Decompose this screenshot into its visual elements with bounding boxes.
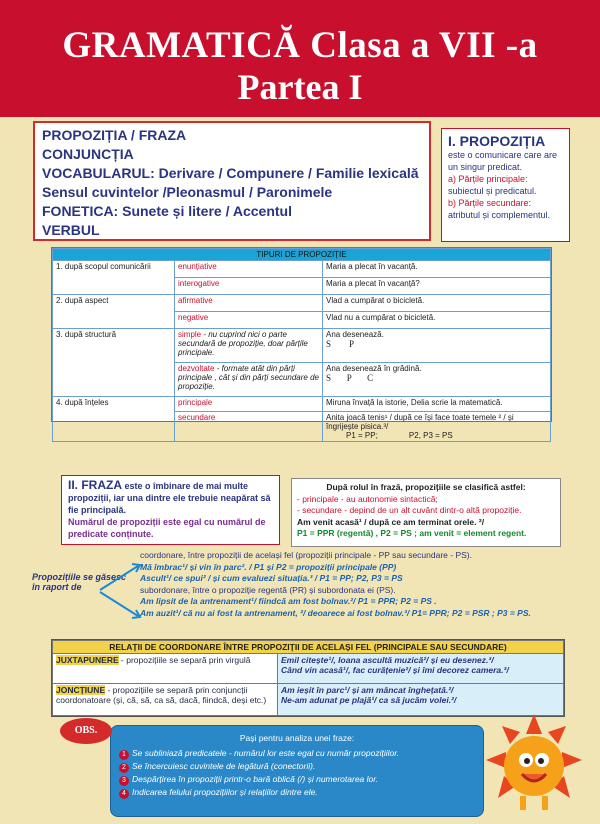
type-cell: enunțiative: [175, 261, 323, 278]
junction-examples: [278, 684, 564, 716]
step-text: Se încercuiesc cuvintele de legătură (conectorii).: [132, 761, 316, 771]
step-item: [119, 773, 475, 786]
step-number: 4: [119, 789, 129, 799]
juxtaposition-cell: [53, 654, 278, 684]
type-cell: interogative: [175, 278, 323, 295]
example-cell: [323, 412, 551, 442]
page-subtitle: Partea I: [237, 67, 363, 107]
juxtaposition-examples: [278, 654, 564, 684]
role-principal: - principale - au autonomie sintactică;: [297, 493, 438, 504]
topic-item: Sensul cuvintelor /Pleonasmul / Paronimele: [42, 184, 333, 200]
type-name: dezvoltate: [178, 364, 215, 373]
definition-text: este o comunicare care are un singur predicat.: [448, 150, 558, 172]
type-desc: - formate atât din părți principale , cât și din părți secundare de propoziție.: [178, 364, 319, 391]
subordination-def: subordonare, între o propoziție regentă (PR) și subordonata ei (PS).: [140, 584, 396, 595]
example-line: Am ieșit în parc¹/ și am mâncat înghețată.²/: [281, 685, 454, 695]
example-cell: [323, 363, 551, 397]
topics-box: [33, 121, 431, 241]
step-number: 1: [119, 750, 129, 760]
topic-item: VOCABULARUL: Derivare / Compunere / Familie lexicală: [42, 165, 419, 181]
example-text: Ana desenează.: [326, 330, 384, 339]
example-cell: [323, 329, 551, 363]
page-title: GRAMATICĂ Clasa a VII -a: [62, 25, 538, 66]
role-analysis: P1 = PPR (regentă) , P2 = PS ; am venit = element regent.: [297, 528, 527, 538]
example-cell: Miruna învață la istorie, Delia scrie la matematică.: [323, 397, 551, 412]
step-number: 3: [119, 776, 129, 786]
group-cell: 2. după aspect: [53, 295, 175, 329]
type-cell: secundare: [175, 412, 323, 442]
example-cell: Vlad nu a cumpărat o bicicletă.: [323, 312, 551, 329]
fraza-note: Numărul de propoziții este egal cu numărul de predicate conținute.: [68, 517, 266, 539]
page-header: [0, 0, 600, 117]
junction-label: JONCȚIUNE: [56, 685, 106, 695]
step-text: Se subliniază predicatele - numărul lor este egal cu număr propozițiilor.: [132, 748, 400, 758]
example-line: Ne-am adunat pe plajă¹/ ca să jucăm volei.²/: [281, 695, 457, 705]
subordination-example: Am lipsit de la antrenament¹/ fiindcă am fost bolnav.²/ P1 = PPR; P2 = PS .: [140, 596, 437, 606]
coordination-example: Ascult¹/ ce spui² / și cum evaluezi situația.³ / P1 = PP; P2, P3 = PS: [140, 573, 403, 583]
topic-item: PROPOZIȚIA / FRAZA: [42, 127, 187, 143]
type-cell-dezvoltate: [175, 363, 323, 397]
example-text: Ana desenează în grădină.: [326, 364, 422, 373]
secondary-parts-text: atributul și complementul.: [448, 210, 551, 220]
type-cell-simple: [175, 329, 323, 363]
junction-text: - propozițiile se separă prin conjuncții coordonatoare (și, că, să, ca să, dacă, fiindcă, deși etc.): [56, 685, 267, 705]
obs-badge: OBS.: [60, 718, 112, 744]
type-name: simple: [178, 330, 202, 339]
role-intro: După rolul în frază, propozițiile se clasifică astfel:: [326, 482, 526, 492]
example-cell: Vlad a cumpărat o bicicletă.: [323, 295, 551, 312]
example-marks: S P C: [326, 373, 374, 383]
relations-block: [140, 550, 570, 638]
definition-title: I. PROPOZIȚIA: [448, 133, 546, 149]
proposition-types-table: [51, 247, 552, 440]
type-cell: negative: [175, 312, 323, 329]
role-box: [291, 478, 561, 547]
example-cell: Maria a plecat în vacanță.: [323, 261, 551, 278]
group-cell: 4. după înțeles: [53, 397, 175, 442]
relations-label: Propozițiile se găsesc în raport de: [32, 572, 127, 592]
fraza-text: este o îmbinare de mai multe propoziții, iar una dintre ele trebuie neapărat să fie principală.: [68, 481, 271, 515]
coordination-def: coordonare, între propoziții de același fel (propoziții principale - PP sau secundare - PS).: [140, 550, 472, 560]
type-cell: principale: [175, 397, 323, 412]
group-cell: 3. după structură: [53, 329, 175, 397]
type-cell: afirmative: [175, 295, 323, 312]
coordination-table: [51, 639, 565, 717]
step-number: 2: [119, 763, 129, 773]
example-cell: Maria a plecat în vacanță?: [323, 278, 551, 295]
coordination-example: Mă îmbrac¹/ și vin în parc². / P1 și P2 = propoziții principale (PP): [140, 561, 397, 572]
example-line: Emil citește¹/, Ioana ascultă muzică²/ și eu desenez.³/: [281, 655, 494, 665]
group-cell: 1. după scopul comunicării: [53, 261, 175, 295]
topic-item: VERBUL: [42, 222, 100, 238]
step-item: [119, 760, 475, 773]
junction-cell: [53, 684, 278, 716]
example-analysis: P1 = PP; P2, P3 = PS: [346, 431, 453, 440]
analysis-steps-box: [110, 725, 484, 817]
juxtaposition-text: - propozițiile se separă prin virgulă: [118, 655, 251, 665]
topic-item: CONJUNCȚIA: [42, 146, 134, 162]
relations-arrows: [98, 560, 144, 622]
secondary-parts-label: b) Părțile secundare:: [448, 198, 532, 208]
fraza-box: [61, 475, 280, 545]
juxtaposition-label: JUXTAPUNERE: [56, 655, 119, 665]
step-text: Indicarea felului propozițiilor și relațiilor dintre ele.: [132, 787, 318, 797]
subordination-example: Am auzit¹/ că nu ai fost la antrenament, ²/ deoarece ai fost bolnav.³/ P1= PPR; P2 = PSR ; P3 = PS.: [140, 607, 531, 618]
principal-parts-label: a) Părțile principale:: [448, 174, 528, 184]
principal-parts-text: subiectul și predicatul.: [448, 186, 537, 196]
topic-item: FONETICA: Sunete și litere / Accentul: [42, 203, 292, 219]
example-marks: S P: [326, 339, 355, 349]
sun-mascot-icon: [484, 712, 584, 816]
type-desc: - nu cuprind nici o parte secundară de propoziție, doar părțile principale.: [178, 330, 308, 357]
role-secondary: - secundare - depind de un alt cuvânt dintr-o altă propoziție.: [297, 505, 522, 515]
coordination-table-header: RELAȚII DE COORDONARE ÎNTRE PROPOZIȚII DE ACELAȘI FEL (PRINCIPALE SAU SECUNDARE): [53, 641, 564, 654]
types-table-header: TIPURI DE PROPOZIȚIE: [53, 249, 551, 261]
fraza-title: II. FRAZA: [68, 478, 122, 492]
example-text: Anita joacă tenis¹ / după ce își face toate temele ² / și îngrijește pisica.³/: [326, 413, 514, 431]
steps-heading: Pași pentru analiza unei fraze:: [239, 733, 355, 743]
step-text: Despărțirea în propoziții printr-o bară oblică (/) și numerotarea lor.: [132, 774, 379, 784]
definition-box: [441, 128, 570, 242]
step-item: [119, 786, 475, 799]
step-item: [119, 747, 475, 760]
example-line: Când vin acasă¹/, fac curățenie²/ și îmi decorez camera.³/: [281, 665, 509, 675]
role-example: Am venit acasă¹ / după ce am terminat orele. ²/: [297, 516, 485, 527]
